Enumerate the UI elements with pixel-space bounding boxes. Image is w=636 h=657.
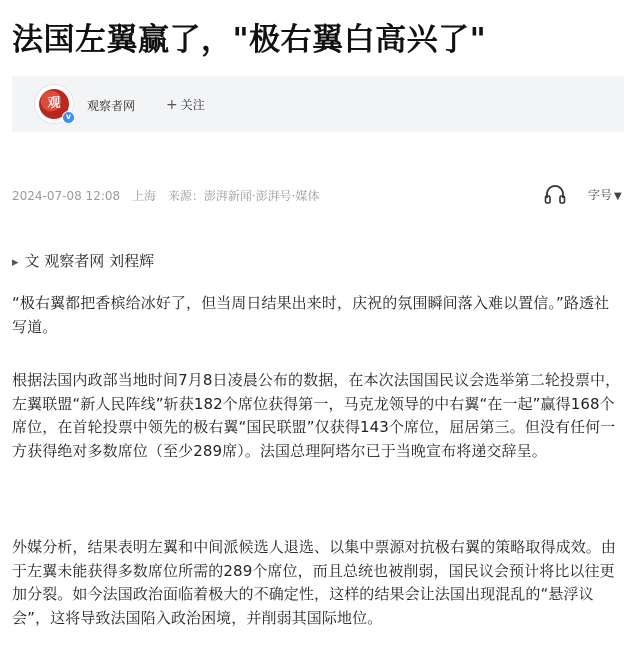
author-card: [12, 76, 624, 132]
article-source: 来源：澎湃新闻·澎湃号·媒体: [167, 189, 320, 203]
caret-down-icon: ▼: [614, 191, 622, 202]
article-meta: [12, 187, 327, 204]
publish-datetime: 2024-07-08 12:08: [12, 189, 121, 203]
follow-button[interactable]: [166, 96, 205, 113]
avatar[interactable]: [34, 84, 74, 124]
paragraph-2: 根据法国内政部当地时间7月8日凌晨公布的数据，在本次法国国民议会选举第二轮投票中，左翼联盟“新人民阵线”斩获182个席位获得第一，马克龙领导的中右翼“在一起”赢得168个席位，在首轮投票中领先的极右翼“国民联盟”仅获得143个席位，屈居第三。但没有任何一方获得绝对多数席位（至少289席）。法国总理阿塔尔已于当晚宣布将递交辞呈。: [12, 371, 621, 460]
font-size-button[interactable]: [588, 186, 622, 203]
byline: [12, 250, 154, 271]
verified-badge-icon: v: [62, 111, 75, 124]
follow-label: 关注: [180, 98, 205, 112]
publish-location: 上海: [131, 189, 156, 203]
paragraph-3: 外媒分析，结果表明左翼和中间派候选人退选、以集中票源对抗极右翼的策略取得成效。由于左翼未能获得多数席位所需的289个席位，而且总统也被削弱，国民议会预计将比以往更加分裂。如今法国政治面临着极大的不确定性，这样的结果会让法国出现混乱的“悬浮议会”，这将导致法国陷入政治困境，并削弱其国际地位。: [12, 538, 617, 627]
article-title: 法国左翼赢了，"极右翼白高兴了": [12, 22, 487, 58]
font-size-label: 字号: [588, 188, 613, 202]
publisher-logo: 观: [39, 89, 69, 119]
byline-marker-icon: ▸: [12, 255, 19, 270]
plus-icon: +: [166, 97, 178, 113]
headphone-icon[interactable]: [543, 183, 567, 205]
paragraph-1: “极右翼都把香槟给冰好了，但当周日结果出来时，庆祝的氛围瞬间落入难以置信。”路透社写道。: [12, 294, 610, 336]
author-name[interactable]: 观察者网: [87, 99, 136, 113]
byline-text: 文 观察者网 刘程辉: [24, 252, 155, 270]
